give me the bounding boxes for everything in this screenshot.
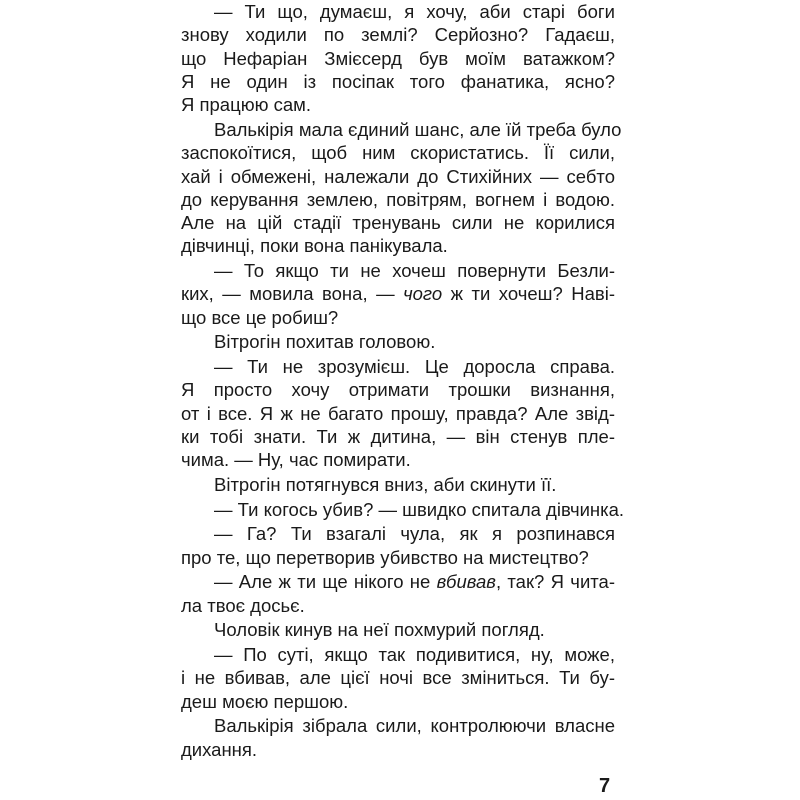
page-number: 7 <box>599 775 611 797</box>
text-line: ки тобі знати. Ти ж дитина, — він стенув пле- <box>181 426 615 447</box>
text-line: — Ти що, думаєш, я хочу, аби старі боги <box>214 1 615 22</box>
text-line: що все це робиш? <box>181 306 339 328</box>
text-line: — Ти когось убив? — швидко спитала дівчинка. <box>214 498 625 520</box>
text-line: чима. — Ну, час помирати. <box>181 449 411 471</box>
text-line <box>181 282 615 305</box>
text-line: Але на цій стадії тренувань сили не корилися <box>181 212 615 234</box>
text-line: і не вбивав, але цієї ночі все зміниться. Ти бу- <box>181 667 615 689</box>
text-span: , так? Я чита- <box>495 571 615 593</box>
text-line: — Га? Ти взагалі чула, як я розпинався <box>214 523 615 545</box>
text-line: — По суті, якщо так подивитися, ну, може, <box>214 644 615 666</box>
text-line: Валькірія мала єдиний шанс, але їй треба було <box>214 118 622 140</box>
text-line: Валькірія зібрала сили, контролюючи власне <box>214 715 615 737</box>
text-line: Вітрогін потягнувся вниз, аби скинути її. <box>214 474 557 495</box>
italic-text: вбивав <box>436 571 496 593</box>
text-span: ж ти хочеш? Наві- <box>442 283 615 305</box>
book-page <box>181 0 625 800</box>
text-line: деш моєю першою. <box>181 690 349 712</box>
text-line <box>181 570 615 593</box>
text-line: Я працюю сам. <box>181 94 311 116</box>
italic-text: чого <box>403 283 443 305</box>
text-line: дихання. <box>181 738 258 760</box>
text-line: знову ходили по землі? Серйозно? Гадаєш, <box>181 24 615 46</box>
text-line: дівчинці, поки вона панікувала. <box>181 235 448 257</box>
text-line: заспокоїтися, щоб ним скористатись. Її сили, <box>181 142 615 164</box>
text-line: Я просто хочу отримати трошки визнання, <box>181 379 615 401</box>
text-line: про те, що перетворив убивство на мистецтво? <box>181 546 589 568</box>
text-line: хай і обмежені, належали до Стихійних — себто <box>181 165 615 187</box>
text-line: ла твоє досьє. <box>181 594 305 616</box>
text-line: Чоловік кинув на неї похмурий погляд. <box>214 619 545 641</box>
text-line: що Нефаріан Змієсерд був моїм ватажком? <box>181 47 615 69</box>
text-line: Я не один із посіпак того фанатика, ясно? <box>181 70 615 92</box>
text-line: — Ти не зрозумієш. Це доросла справа. <box>214 356 615 378</box>
text-line: — То якщо ти не хочеш повернути Безли- <box>214 260 615 282</box>
text-span: — Але ж ти ще нікого не <box>214 571 437 593</box>
text-line: Вітрогін похитав головою. <box>214 331 436 353</box>
text-span: ких, — мовила вона, — <box>181 283 404 305</box>
text-line: до керування землею, повітрям, вогнем і водою. <box>181 188 615 210</box>
text-line: от і все. Я ж не багато прошу, правда? Але звід- <box>181 402 615 424</box>
